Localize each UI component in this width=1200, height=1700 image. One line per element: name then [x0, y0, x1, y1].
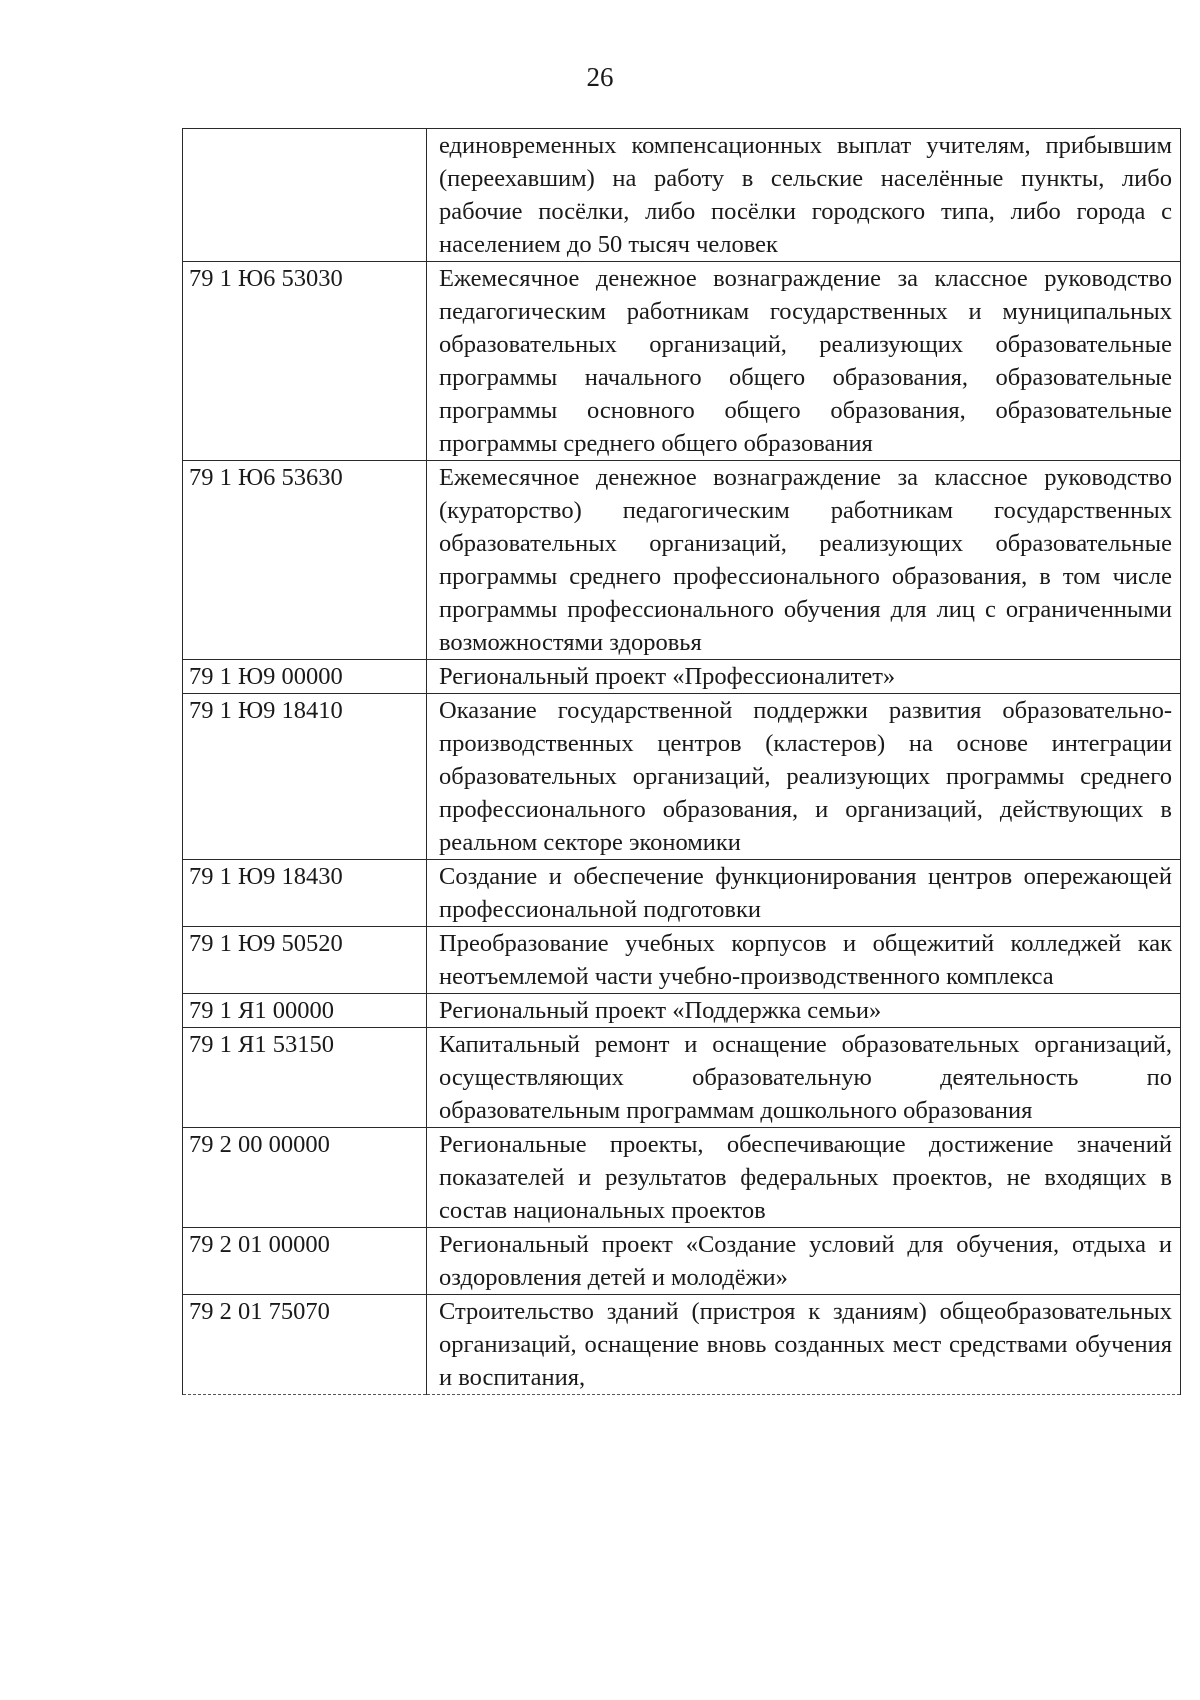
- row-description: Преобразование учебных корпусов и общежитий колледжей как неотъемлемой части учебно-производственного комплекса: [427, 927, 1181, 994]
- row-description: Ежемесячное денежное вознаграждение за классное руководство (кураторство) педагогическим работникам государственных образовательных организаций, реализующих образовательные программы среднего профессионального образования, в том числе программы профессионального обучения для лиц с ограниченными возможностями здоровья: [427, 461, 1181, 660]
- row-description: Региональный проект «Профессионалитет»: [427, 660, 1181, 694]
- row-code: 79 1 Я1 00000: [183, 994, 427, 1028]
- row-code: 79 1 Ю9 00000: [183, 660, 427, 694]
- row-code: 79 1 Ю6 53630: [183, 461, 427, 660]
- row-code: 79 1 Я1 53150: [183, 1028, 427, 1128]
- row-code: 79 1 Ю9 18430: [183, 860, 427, 927]
- row-code: 79 1 Ю9 50520: [183, 927, 427, 994]
- table-row: [183, 1228, 1181, 1295]
- row-description: Ежемесячное денежное вознаграждение за классное руководство педагогическим работникам государственных и муниципальных образовательных организаций, реализующих образовательные программы начального общего образования, образовательные программы основного общего образования, образовательные программы среднего общего образования: [427, 262, 1181, 461]
- budget-classification-table: [182, 128, 1181, 1395]
- table-row: [183, 660, 1181, 694]
- row-description: Оказание государственной поддержки развития образовательно-производственных центров (кластеров) на основе интеграции образовательных организаций, реализующих программы среднего профессионального образования, и организаций, действующих в реальном секторе экономики: [427, 694, 1181, 860]
- row-description: Создание и обеспечение функционирования центров опережающей профессиональной подготовки: [427, 860, 1181, 927]
- table-row: [183, 1128, 1181, 1228]
- table-row: [183, 461, 1181, 660]
- row-code: 79 2 00 00000: [183, 1128, 427, 1228]
- table-row: [183, 994, 1181, 1028]
- row-code: [183, 129, 427, 262]
- table-row: [183, 927, 1181, 994]
- row-description: Региональные проекты, обеспечивающие достижение значений показателей и результатов федеральных проектов, не входящих в состав национальных проектов: [427, 1128, 1181, 1228]
- row-code: 79 2 01 00000: [183, 1228, 427, 1295]
- table-row: [183, 262, 1181, 461]
- row-description: Капитальный ремонт и оснащение образовательных организаций, осуществляющих образовательную деятельность по образовательным программам дошкольного образования: [427, 1028, 1181, 1128]
- table-row: [183, 1028, 1181, 1128]
- row-description: Региональный проект «Поддержка семьи»: [427, 994, 1181, 1028]
- row-code: 79 1 Ю6 53030: [183, 262, 427, 461]
- page-number: 26: [586, 62, 614, 92]
- table-row: [183, 1295, 1181, 1395]
- table-row: [183, 860, 1181, 927]
- row-description: единовременных компенсационных выплат учителям, прибывшим (переехавшим) на работу в сельские населённые пункты, либо рабочие посёлки, либо посёлки городского типа, либо города с населением до 50 тысяч человек: [427, 129, 1181, 262]
- row-code: 79 1 Ю9 18410: [183, 694, 427, 860]
- row-description: Строительство зданий (пристроя к зданиям) общеобразовательных организаций, оснащение вновь созданных мест средствами обучения и воспитания,: [427, 1295, 1181, 1395]
- table-row: [183, 694, 1181, 860]
- row-code: 79 2 01 75070: [183, 1295, 427, 1395]
- table-row: [183, 129, 1181, 262]
- row-description: Региональный проект «Создание условий для обучения, отдыха и оздоровления детей и молодёжи»: [427, 1228, 1181, 1295]
